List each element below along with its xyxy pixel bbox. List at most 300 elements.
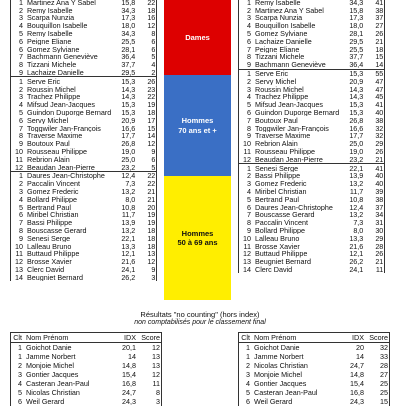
index-cell: 7,3 <box>353 218 364 227</box>
category-sublabel: 50 à 69 ans <box>177 238 218 247</box>
rank-cell: 2 <box>19 85 23 94</box>
rank-cell: 2 <box>246 361 250 370</box>
score-cell: 41 <box>364 0 385 6</box>
rank-cell: 7 <box>19 53 23 61</box>
index-cell: 22,1 <box>340 164 364 172</box>
name-cell: Bassi Philippe <box>255 172 301 180</box>
index-cell: 37,7 <box>121 60 136 69</box>
category-band-hommes-70 <box>164 75 231 176</box>
rank-cell: 6 <box>19 116 23 125</box>
index-cell: 15,3 <box>121 108 136 117</box>
index-cell: 24,1 <box>121 265 136 274</box>
rank-cell: 6 <box>247 108 251 117</box>
score-cell: 28 <box>365 361 390 370</box>
index-cell: 15,3 <box>121 100 136 109</box>
name-cell: Lachaize Danielle <box>27 68 84 77</box>
score-cell: 27 <box>365 370 390 379</box>
rank-cell: 5 <box>18 388 22 397</box>
table-row <box>11 195 157 203</box>
table-row <box>11 132 157 140</box>
table-row <box>239 6 385 14</box>
index-cell: 34,3 <box>349 0 364 7</box>
rank-cell: 6 <box>19 211 23 219</box>
index-cell: 13,9 <box>349 172 364 180</box>
rank-cell: 1 <box>239 69 255 77</box>
name-cell: Remy Isabelle <box>27 6 73 15</box>
table-row <box>11 227 157 235</box>
index-cell: 23,2 <box>121 163 136 172</box>
index-cell: 29,5 <box>121 68 136 77</box>
rank-cell: 4 <box>247 21 251 30</box>
rank-cell: 3 <box>247 14 251 22</box>
score-cell: 38 <box>364 6 385 14</box>
score-cell: 18 <box>364 45 385 53</box>
name-cell: Senesi Serge <box>27 234 71 243</box>
table-row <box>239 37 385 45</box>
score-cell: 2 <box>136 69 157 77</box>
score-cell: 4 <box>136 61 157 69</box>
rank-cell: 5 <box>247 195 251 204</box>
table-row <box>239 85 385 93</box>
name-cell: Boutoux Paul <box>255 116 298 125</box>
table-row <box>239 61 385 69</box>
score-cell: 9 <box>136 148 157 156</box>
rank-cell: 1 <box>11 77 27 85</box>
name-cell: Bertrand Paul <box>27 203 71 212</box>
rank-cell: 2 <box>19 6 23 15</box>
name-cell: Servy Michel <box>27 116 69 125</box>
index-cell: 18,0 <box>121 21 136 30</box>
table-row <box>239 266 385 274</box>
rank-cell: 9 <box>19 234 23 243</box>
table-row <box>239 219 385 227</box>
table-row <box>239 45 385 53</box>
rank-cell: 3 <box>246 370 250 379</box>
name-cell: Monjoie Michel <box>254 370 302 379</box>
score-cell: 15 <box>365 397 390 406</box>
score-cell: 21 <box>136 195 157 203</box>
rank-cell: 3 <box>247 179 251 188</box>
rank-cell: 14 <box>243 265 251 274</box>
non-counting-subtitle: non comptabilisés pour le classement final <box>134 319 266 326</box>
score-cell: 21 <box>364 155 385 163</box>
score-cell: 40 <box>364 180 385 188</box>
score-cell: 13 <box>137 352 162 361</box>
table-row <box>11 77 157 85</box>
index-cell: 29,5 <box>349 37 364 46</box>
score-cell: 26 <box>136 77 157 85</box>
name-cell: Mifsud Jean-Jacques <box>27 100 95 109</box>
table-row <box>11 266 157 274</box>
name-cell: Miribel Christian <box>255 187 307 196</box>
category-label: Hommes <box>181 116 214 126</box>
name-cell: Guindon Duporge Bernard <box>255 108 340 117</box>
table-header-row <box>239 333 390 343</box>
table-row <box>239 132 385 140</box>
table-row <box>11 6 157 14</box>
header-name: Nom Prénom <box>253 333 341 343</box>
name-cell: Mifsud Jean-Jacques <box>255 100 323 109</box>
score-cell: 18 <box>136 109 157 117</box>
name-cell: Bouscasse Gerard <box>27 226 87 235</box>
table-row <box>239 195 385 203</box>
score-cell: 21 <box>136 188 157 196</box>
table-row <box>11 203 157 211</box>
table-row <box>239 93 385 101</box>
index-cell: 21,6 <box>349 242 364 250</box>
name-cell: Rousseau Philippe <box>255 147 315 156</box>
category-band-dames <box>164 0 231 75</box>
table-row <box>11 30 157 38</box>
name-cell: Gomez Frederic <box>27 187 79 196</box>
name-cell: Buttaud Philippe <box>255 250 308 258</box>
name-cell: Bouquillon Isabelle <box>27 21 88 30</box>
rank-cell: 8 <box>247 53 251 61</box>
index-cell: 22,1 <box>121 234 136 243</box>
rank-cell: 10 <box>243 139 251 148</box>
category-label: Hommes <box>181 228 214 238</box>
score-cell: 29 <box>364 234 385 242</box>
table-row <box>239 388 390 397</box>
name-cell: Beugniet Bernard <box>255 257 311 266</box>
name-cell: Casteran Jean-Paul <box>254 388 318 397</box>
rank-cell: 6 <box>18 397 22 406</box>
index-cell: 13,2 <box>349 211 364 219</box>
score-cell: 28 <box>364 242 385 250</box>
name-cell: Brosse Xavier <box>255 242 300 250</box>
score-cell: 22 <box>136 93 157 101</box>
name-cell: Casteran Jean-Paul <box>26 379 90 388</box>
table-row <box>11 172 157 180</box>
name-cell: Peigne Eliane <box>27 37 72 46</box>
name-cell: Gomez Frederic <box>255 179 307 188</box>
table-row <box>11 109 157 117</box>
index-cell: 14,3 <box>121 85 136 94</box>
index-cell: 19,0 <box>349 147 364 156</box>
index-cell: 25,5 <box>121 37 136 46</box>
score-cell: 26 <box>364 30 385 38</box>
score-cell: 13 <box>137 361 162 370</box>
table-row <box>11 219 157 227</box>
rank-cell: 7 <box>247 116 251 125</box>
index-cell: 24,3 <box>122 397 136 406</box>
rank-cell: 10 <box>243 234 251 243</box>
table-row <box>11 370 162 379</box>
table-row <box>11 101 157 109</box>
index-cell: 24,7 <box>122 388 136 397</box>
rank-cell: 9 <box>247 226 251 235</box>
name-cell: Nicolas Christian <box>254 361 308 370</box>
table-row <box>11 116 157 124</box>
name-cell: Gontier Jacques <box>26 370 79 379</box>
rank-cell: 1 <box>239 164 255 172</box>
index-cell: 14,3 <box>349 93 364 101</box>
name-cell: Serve Eric <box>254 69 340 77</box>
table-row <box>11 85 157 93</box>
rank-cell: 11 <box>15 155 23 164</box>
index-cell: 25,0 <box>121 155 136 164</box>
score-cell: 22 <box>136 0 157 6</box>
name-cell: Rousseau Philippe <box>27 147 87 156</box>
name-cell: Weil Gerard <box>26 397 65 406</box>
score-cell: 26 <box>364 250 385 258</box>
score-cell: 18 <box>136 234 157 242</box>
rank-cell: 5 <box>247 29 251 38</box>
score-cell: 6 <box>136 155 157 163</box>
score-cell: 5 <box>136 53 157 61</box>
name-cell: Traverse Maxime <box>255 132 311 140</box>
rank-cell: 1 <box>18 352 22 361</box>
rank-cell: 4 <box>19 195 23 204</box>
index-cell: 13,3 <box>121 242 136 250</box>
score-cell: 47 <box>364 77 385 85</box>
name-cell: Beugniet Bernard <box>27 273 83 282</box>
score-cell: 11 <box>364 266 385 274</box>
name-cell: Lachaize Danielle <box>255 37 312 46</box>
table-row <box>11 180 157 188</box>
score-cell: 3 <box>137 397 162 406</box>
name-cell: Roussin Michel <box>255 85 304 94</box>
name-cell: Brosse Xavier <box>27 257 72 266</box>
score-cell: 21 <box>364 37 385 45</box>
score-cell: 6 <box>136 45 157 53</box>
score-cell: 22 <box>136 180 157 188</box>
name-cell: Paccalin Vincent <box>27 179 81 188</box>
index-cell: 20 <box>356 343 364 352</box>
name-cell: Trachez Philippe <box>255 93 309 101</box>
table-row <box>239 53 385 61</box>
score-cell: 25 <box>365 379 390 388</box>
name-cell: Toggwiler Jan-François <box>255 124 329 133</box>
table-row <box>239 116 385 124</box>
index-cell: 15,3 <box>349 100 364 109</box>
score-cell: 39 <box>364 188 385 196</box>
table-row <box>11 250 157 258</box>
name-cell: Bollard Philippe <box>27 195 77 204</box>
index-cell: 14,3 <box>349 85 364 94</box>
header-score: Score <box>137 333 162 343</box>
rank-cell: 12 <box>15 163 23 172</box>
table-row <box>239 14 385 22</box>
index-cell: 17,7 <box>349 132 364 140</box>
score-cell: 37 <box>364 203 385 211</box>
table-row <box>11 45 157 53</box>
name-cell: Senesi Serge <box>254 164 340 172</box>
rank-cell: 8 <box>247 218 251 227</box>
name-cell: Roussin Michel <box>27 85 76 94</box>
rank-cell: 13 <box>243 257 251 266</box>
index-cell: 14,8 <box>350 370 364 379</box>
rank-cell: 7 <box>19 218 23 227</box>
rank-cell: 1 <box>247 0 251 7</box>
table-row <box>11 234 157 242</box>
score-cell: 12 <box>136 258 157 266</box>
index-cell: 28,1 <box>349 29 364 38</box>
table-row <box>239 370 390 379</box>
name-cell: Gomez Sylviane <box>255 29 308 38</box>
index-cell: 26,2 <box>121 273 136 282</box>
index-cell: 15,4 <box>350 379 364 388</box>
category-band-hommes-50 <box>164 176 231 300</box>
index-cell: 14,3 <box>121 93 136 101</box>
index-cell: 11,7 <box>121 211 136 219</box>
name-cell: Bouscasse Gerard <box>255 211 315 219</box>
name-cell: Trachez Philippe <box>27 93 81 101</box>
index-cell: 25,5 <box>349 45 364 54</box>
score-cell: 13 <box>136 250 157 258</box>
rank-cell: 7 <box>247 45 251 54</box>
score-cell: 32 <box>364 132 385 140</box>
rank-cell: 8 <box>19 60 23 69</box>
table-row <box>11 242 157 250</box>
index-cell: 14,8 <box>122 361 136 370</box>
score-cell: 38 <box>364 195 385 203</box>
score-cell: 5 <box>136 163 157 171</box>
results-table-right <box>238 0 385 273</box>
name-cell: Jamme Norbert <box>26 352 76 361</box>
table-row <box>11 188 157 196</box>
score-cell: 32 <box>364 124 385 132</box>
index-cell: 25,0 <box>349 139 364 148</box>
name-cell: Lalleau Bruno <box>27 242 72 250</box>
index-cell: 15,3 <box>112 77 136 85</box>
rank-cell: 2 <box>247 172 251 180</box>
rank-cell: 12 <box>243 155 251 164</box>
name-cell: Gomez Sylviane <box>27 45 80 54</box>
table-row <box>239 22 385 30</box>
non-counting-title: Résultats "no counting" (hors index) <box>140 310 260 319</box>
score-cell: 12 <box>136 22 157 30</box>
rank-cell: 11 <box>15 250 23 258</box>
index-cell: 36,4 <box>349 60 364 70</box>
score-cell: 9 <box>136 266 157 274</box>
rank-cell: 1 <box>246 352 250 361</box>
table-row <box>11 148 157 156</box>
rank-cell: 14 <box>15 273 23 282</box>
table-row <box>11 155 157 163</box>
score-cell: 19 <box>136 101 157 109</box>
index-cell: 16,8 <box>122 379 136 388</box>
score-cell: 47 <box>364 85 385 93</box>
score-cell: 23 <box>136 85 157 93</box>
table-row <box>239 109 385 117</box>
score-cell: 6 <box>136 37 157 45</box>
score-cell: 8 <box>137 388 162 397</box>
name-cell: Peigne Eliane <box>255 45 300 54</box>
table-row <box>239 101 385 109</box>
name-cell: Martinez Ana Y Sabel <box>27 0 96 7</box>
header-idx: IDX <box>341 333 365 343</box>
name-cell: Scarpa Nunzia <box>27 14 75 22</box>
name-cell: Remy Isabelle <box>27 29 73 38</box>
table-row <box>239 148 385 156</box>
rank-cell: 6 <box>246 397 250 406</box>
table-row <box>239 30 385 38</box>
index-cell: 8,0 <box>125 195 136 204</box>
table-row <box>239 379 390 388</box>
score-cell: 41 <box>364 164 385 172</box>
index-cell: 17,3 <box>349 14 364 22</box>
index-cell: 15,4 <box>122 370 136 379</box>
index-cell: 8,0 <box>353 226 364 235</box>
index-cell: 36,4 <box>121 53 136 61</box>
name-cell: Clerc David <box>27 265 65 274</box>
score-cell: 38 <box>364 116 385 124</box>
name-cell: Bouquillon Isabelle <box>255 21 316 30</box>
table-row <box>239 343 390 353</box>
rank-cell: 4 <box>19 100 23 109</box>
index-cell: 12,4 <box>112 172 136 180</box>
score-cell: 26 <box>364 148 385 156</box>
name-cell: Lalleau Bruno <box>255 234 300 243</box>
index-cell: 24,7 <box>350 361 364 370</box>
table-row <box>239 155 385 163</box>
rank-cell: 6 <box>19 37 23 46</box>
table-row <box>11 140 157 148</box>
name-cell: Bertrand Paul <box>255 195 299 204</box>
score-cell: 30 <box>364 227 385 235</box>
score-cell: 32 <box>365 343 390 353</box>
index-cell: 24,3 <box>350 397 364 406</box>
name-cell: Buttaud Philippe <box>27 250 80 258</box>
rank-cell: 1 <box>11 172 27 180</box>
name-cell: Traverse Maxime <box>27 132 83 140</box>
name-cell: Goichot Danie <box>26 343 72 352</box>
rank-cell: 10 <box>15 147 23 156</box>
category-label: Dames <box>185 32 210 42</box>
index-cell: 18,0 <box>349 21 364 30</box>
index-cell: 17,3 <box>121 14 136 22</box>
rank-cell: 3 <box>247 85 251 94</box>
index-cell: 12,1 <box>121 250 136 258</box>
score-cell: 11 <box>137 379 162 388</box>
score-cell: 20 <box>136 203 157 211</box>
index-cell: 16,6 <box>349 124 364 133</box>
rank-cell: 2 <box>247 77 251 86</box>
index-cell: 28,1 <box>121 45 136 54</box>
score-cell: 34 <box>364 211 385 219</box>
score-cell: 14 <box>136 132 157 140</box>
score-cell: 16 <box>136 14 157 22</box>
rank-cell: 3 <box>19 93 23 101</box>
results-table-left <box>10 0 157 281</box>
rank-cell: 10 <box>15 242 23 250</box>
rank-cell: 9 <box>247 132 251 140</box>
index-cell: 16,8 <box>350 388 364 397</box>
rank-cell: 1 <box>18 343 22 352</box>
table-row <box>11 379 162 388</box>
index-cell: 15,3 <box>340 69 364 77</box>
name-cell: Gontier Jacques <box>254 379 307 388</box>
rank-cell: 2 <box>18 361 22 370</box>
name-cell: Tizzani Michele <box>27 60 77 69</box>
table-row <box>11 61 157 69</box>
index-cell: 12,4 <box>349 203 364 212</box>
table-row <box>11 14 157 22</box>
rank-cell: 4 <box>247 93 251 101</box>
index-cell: 20,9 <box>121 116 136 125</box>
index-cell: 10,8 <box>121 203 136 212</box>
rank-cell: 7 <box>247 211 251 219</box>
rank-cell: 12 <box>15 257 23 266</box>
non-counting-table-right <box>238 332 390 406</box>
score-cell: 29 <box>364 140 385 148</box>
index-cell: 23,2 <box>349 155 364 164</box>
index-cell: 20,1 <box>122 343 136 352</box>
index-cell: 15,3 <box>349 108 364 117</box>
index-cell: 14 <box>356 352 364 361</box>
score-cell: 18 <box>136 6 157 14</box>
